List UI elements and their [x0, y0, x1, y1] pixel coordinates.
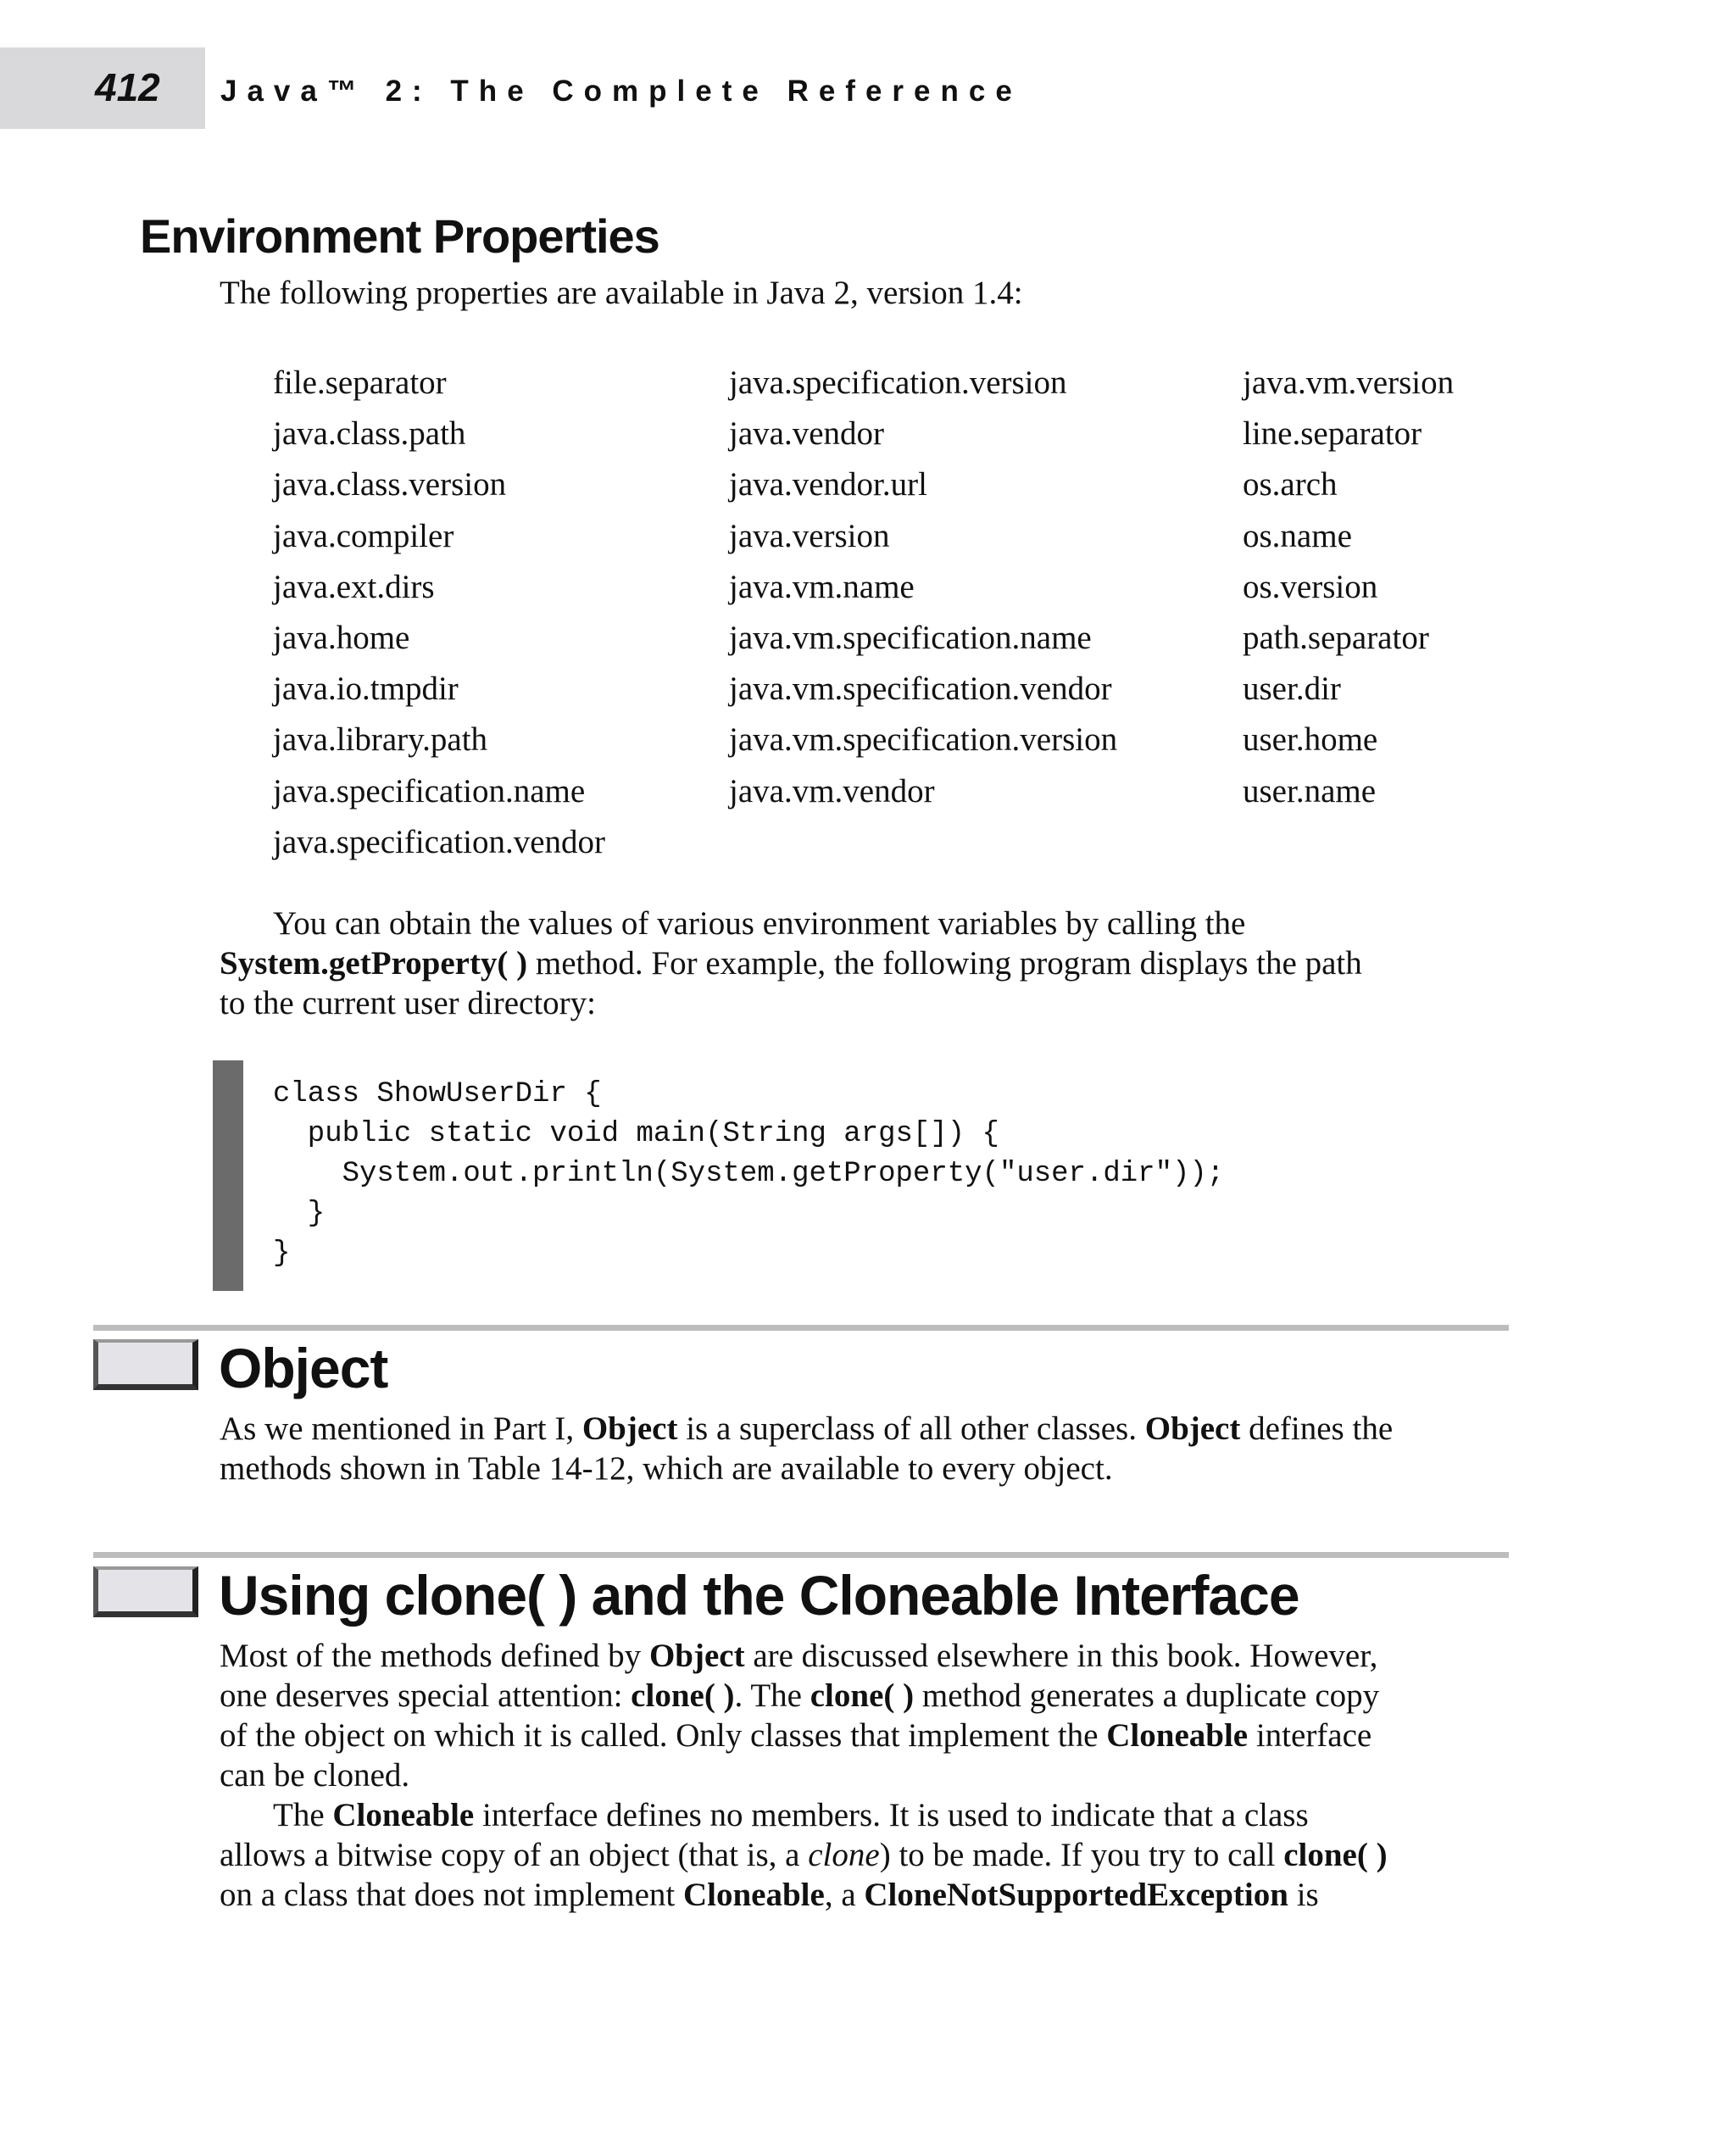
property-item: user.name — [1243, 772, 1377, 809]
property-item: os.arch — [1243, 466, 1338, 503]
property-item: java.class.version — [273, 466, 507, 503]
text-run: . The — [734, 1677, 810, 1714]
section-title-object: Object — [219, 1337, 388, 1399]
property-item: os.name — [1243, 517, 1352, 554]
section-bracket — [93, 1566, 198, 1617]
italic-term: clone — [808, 1837, 880, 1873]
code-line: System.out.println(System.getProperty("user.dir")); — [273, 1158, 1225, 1190]
paragraph-line — [220, 1676, 1525, 1716]
text-run: defines the — [1240, 1410, 1394, 1447]
paragraph-line: You can obtain the values of various environment variables by calling the — [273, 905, 1246, 942]
property-item: java.ext.dirs — [273, 568, 435, 605]
text-run: is — [1288, 1877, 1319, 1913]
paragraph-line — [220, 1636, 1525, 1676]
code-term: System.getProperty( ) — [220, 945, 528, 982]
property-item: java.home — [273, 619, 410, 656]
code-term: clone( ) — [810, 1677, 915, 1714]
property-item: os.version — [1243, 568, 1378, 605]
property-item: file.separator — [273, 364, 447, 401]
property-item: line.separator — [1243, 415, 1422, 453]
property-item: java.specification.version — [729, 364, 1067, 401]
property-column-2 — [729, 358, 1117, 817]
property-item: java.class.path — [273, 415, 466, 453]
paragraph-line — [220, 1716, 1525, 1755]
property-item: java.vendor.url — [729, 466, 927, 503]
text-run: is a superclass of all other classes. — [677, 1410, 1145, 1447]
property-item: user.home — [1243, 721, 1378, 759]
text-run: The — [273, 1797, 333, 1833]
property-item: user.dir — [1243, 670, 1341, 708]
paragraph-line — [220, 1835, 1525, 1875]
code-term: clone( ) — [631, 1677, 735, 1714]
property-item: java.io.tmpdir — [273, 670, 459, 708]
clone-paragraph-1 — [220, 1636, 1525, 1795]
code-line: } — [273, 1238, 291, 1270]
code-term: clone( ) — [1283, 1837, 1388, 1873]
code-listing-bar — [213, 1060, 243, 1291]
code-term: Cloneable — [332, 1797, 475, 1833]
text-run: ) to be made. If you try to call — [879, 1837, 1284, 1873]
property-item: java.library.path — [273, 721, 488, 759]
text-run: are discussed elsewhere in this book. However, — [744, 1638, 1378, 1674]
property-item: java.specification.name — [273, 772, 586, 809]
code-term: Cloneable — [1106, 1717, 1249, 1754]
section-rule — [93, 1325, 1509, 1331]
text-run: Most of the methods defined by — [220, 1638, 649, 1674]
paragraph-line — [220, 1795, 1525, 1835]
text-run: As we mentioned in Part I, — [220, 1410, 582, 1447]
text-run: , a — [824, 1877, 865, 1913]
paragraph-line: to the current user directory: — [220, 985, 596, 1021]
paragraph-line — [220, 943, 1525, 983]
property-item: java.vm.specification.name — [729, 619, 1092, 656]
text-run: of the object on which it is called. Only classes that implement the — [220, 1717, 1107, 1754]
property-item: java.vm.vendor — [729, 772, 935, 809]
text-run: interface defines no members. It is used to indicate that a class — [474, 1797, 1309, 1833]
property-item: java.version — [729, 517, 890, 554]
section-title-clone: Using clone( ) and the Cloneable Interface — [219, 1564, 1299, 1627]
section-title-environment-properties: Environment Properties — [140, 209, 659, 263]
env-intro: The following properties are available in Java 2, version 1.4: — [220, 275, 1023, 311]
property-item: java.compiler — [273, 517, 454, 554]
paragraph-line: can be cloned. — [220, 1757, 410, 1794]
object-paragraph — [220, 1409, 1525, 1488]
clone-paragraph-2 — [220, 1795, 1525, 1915]
property-item: java.vm.specification.version — [729, 721, 1118, 759]
code-term: Cloneable — [682, 1877, 825, 1913]
code-term: Object — [1144, 1410, 1241, 1447]
text-run: one deserves special attention: — [220, 1677, 632, 1714]
section-bracket — [93, 1339, 198, 1390]
section-rule — [93, 1552, 1509, 1558]
code-line: public static void main(String args[]) { — [273, 1118, 999, 1150]
property-item: java.specification.vendor — [273, 823, 605, 860]
code-term: Object — [581, 1410, 678, 1447]
paragraph-line — [220, 1409, 1525, 1449]
property-item: java.vm.name — [729, 568, 915, 605]
paragraph-line: methods shown in Table 14-12, which are available to every object. — [220, 1450, 1113, 1487]
property-column-3 — [1243, 358, 1454, 817]
code-term: CloneNotSupportedException — [864, 1877, 1288, 1913]
property-item: java.vm.version — [1243, 364, 1455, 401]
code-listing — [273, 1075, 1224, 1274]
env-paragraph — [220, 904, 1525, 1023]
page-number: 412 — [95, 65, 160, 109]
text-run: interface — [1248, 1717, 1372, 1754]
code-term: Object — [648, 1638, 745, 1674]
property-item: java.vendor — [729, 415, 885, 453]
text-run: method generates a duplicate copy — [914, 1677, 1380, 1714]
text-run: allows a bitwise copy of an object (that is, a — [220, 1837, 809, 1873]
paragraph-line — [220, 1875, 1525, 1915]
text-run: method. For example, the following program displays the path — [527, 945, 1362, 982]
code-line: class ShowUserDir { — [273, 1078, 602, 1110]
running-head: Java™ 2: The Complete Reference — [220, 75, 1022, 108]
property-item: java.vm.specification.vendor — [729, 670, 1112, 708]
text-run: on a class that does not implement — [220, 1877, 683, 1913]
property-item: path.separator — [1243, 619, 1429, 656]
property-column-1 — [273, 358, 605, 868]
code-line: } — [273, 1198, 326, 1230]
